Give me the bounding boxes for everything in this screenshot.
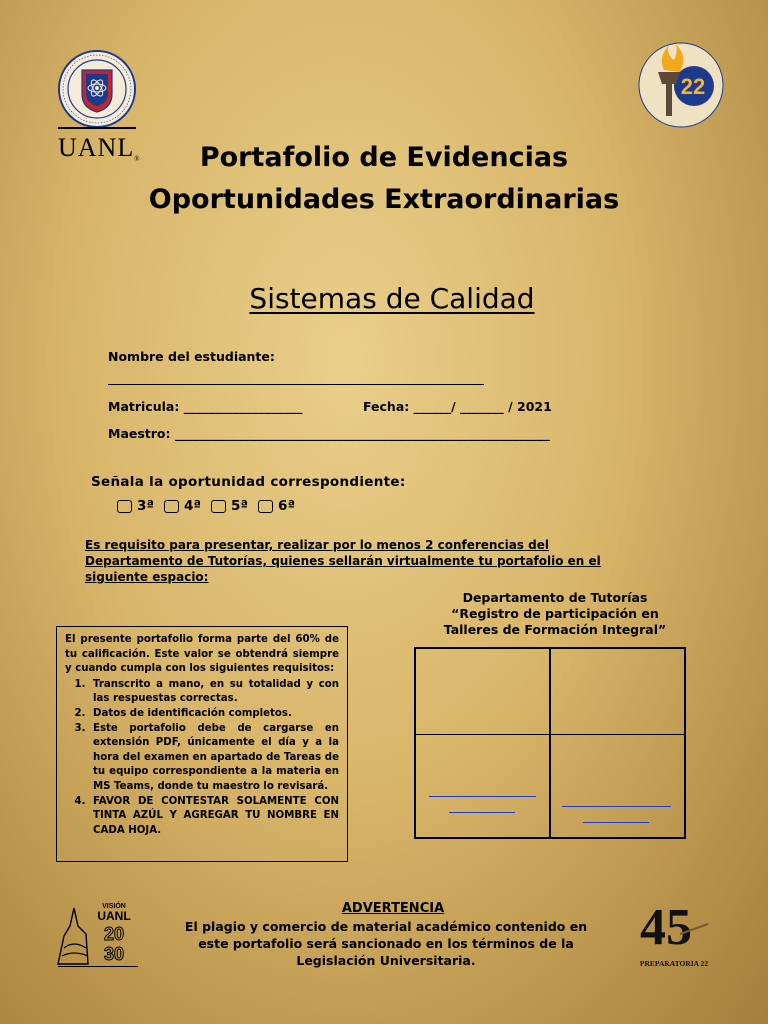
warning-title: ADVERTENCIA xyxy=(341,901,445,916)
page-title-line2: Oportunidades Extraordinarias xyxy=(148,184,620,215)
student-name-label: Nombre del estudiante: xyxy=(108,349,275,364)
notice-intro: El presente portafolio forma parte del 60% de tu calificación. Este valor se obtendrá siempre y cuando cumpla con los siguientes requisitos: xyxy=(65,634,339,675)
checkbox-icon xyxy=(211,500,226,513)
preparatoria-22-45-anniversary-logo xyxy=(636,894,716,970)
opportunity-option: 5ª xyxy=(211,498,248,514)
requirements-notice-box xyxy=(56,626,348,862)
notice-item: 2. Datos de identificación completos. xyxy=(89,707,339,722)
checkbox-icon xyxy=(164,500,179,513)
checkbox-icon xyxy=(117,500,132,513)
page-title-line1: Portafolio de Evidencias xyxy=(199,142,569,173)
notice-item: 1. Transcrito a mano, en su totalidad y con las respuestas correctas. xyxy=(89,678,339,707)
maestro-field: Maestro: ____________________________________________________________ xyxy=(108,426,550,441)
svg-text:45: 45 xyxy=(640,899,692,956)
grid-divider xyxy=(416,734,684,735)
opportunity-option: 3ª xyxy=(117,498,154,514)
warning-body: El plagio y comercio de material académico contenido en este portafolio será sancionado en los términos de la Legislación Universitaria. xyxy=(184,919,588,968)
svg-text:22: 22 xyxy=(680,74,706,99)
stamp-line xyxy=(583,822,649,823)
stamp-grid xyxy=(414,647,686,839)
requirement-text: Es requisito para presentar, realizar por lo menos 2 conferencias del Departamento de Tutorías, quienes sellarán virtualmente tu portafolio en el siguiente espacio: xyxy=(85,538,601,584)
vision-uanl-2030-logo xyxy=(52,896,142,970)
opportunity-options xyxy=(117,498,295,514)
student-name-line xyxy=(108,384,484,385)
stamp-line xyxy=(562,806,671,807)
notice-list xyxy=(65,678,339,839)
stamp-line xyxy=(429,796,536,797)
opportunity-option: 6ª xyxy=(258,498,295,514)
svg-text:UANL: UANL xyxy=(97,909,131,923)
matricula-field: Matricula: ___________________ xyxy=(108,399,303,414)
svg-text:PREPARATORIA 22: PREPARATORIA 22 xyxy=(639,959,709,968)
stamp-line xyxy=(449,812,515,813)
fecha-field: Fecha: ______/ _______ / 2021 xyxy=(363,399,552,414)
notice-item: 4. FAVOR DE CONTESTAR SOLAMENTE CON TINTA AZÚL Y AGREGAR TU NOMBRE EN CADA HOJA. xyxy=(89,795,339,839)
grid-divider xyxy=(549,649,551,837)
uanl-seal-logo xyxy=(58,50,136,128)
uanl-wordmark: UANL® xyxy=(58,133,141,163)
opportunity-option: 4ª xyxy=(164,498,201,514)
subject-title: Sistemas de Calidad xyxy=(249,282,535,315)
opportunity-label: Señala la oportunidad correspondiente: xyxy=(91,474,406,490)
svg-text:30: 30 xyxy=(103,944,125,964)
svg-text:20: 20 xyxy=(103,924,125,944)
checkbox-icon xyxy=(258,500,273,513)
svg-text:VISIÓN: VISIÓN xyxy=(102,903,126,910)
tutorias-heading: Departamento de Tutorías “Registro de participación en Talleres de Formación Integral” xyxy=(443,590,667,637)
notice-item: 3. Este portafolio debe de cargarse en extensión PDF, únicamente el día y a la hora del examen en apartado de Tareas de tu equipo correspondiente a la materia en MS Teams, donde tu maestro lo revisará. xyxy=(89,722,339,795)
preparatoria-22-seal-logo xyxy=(636,40,726,130)
